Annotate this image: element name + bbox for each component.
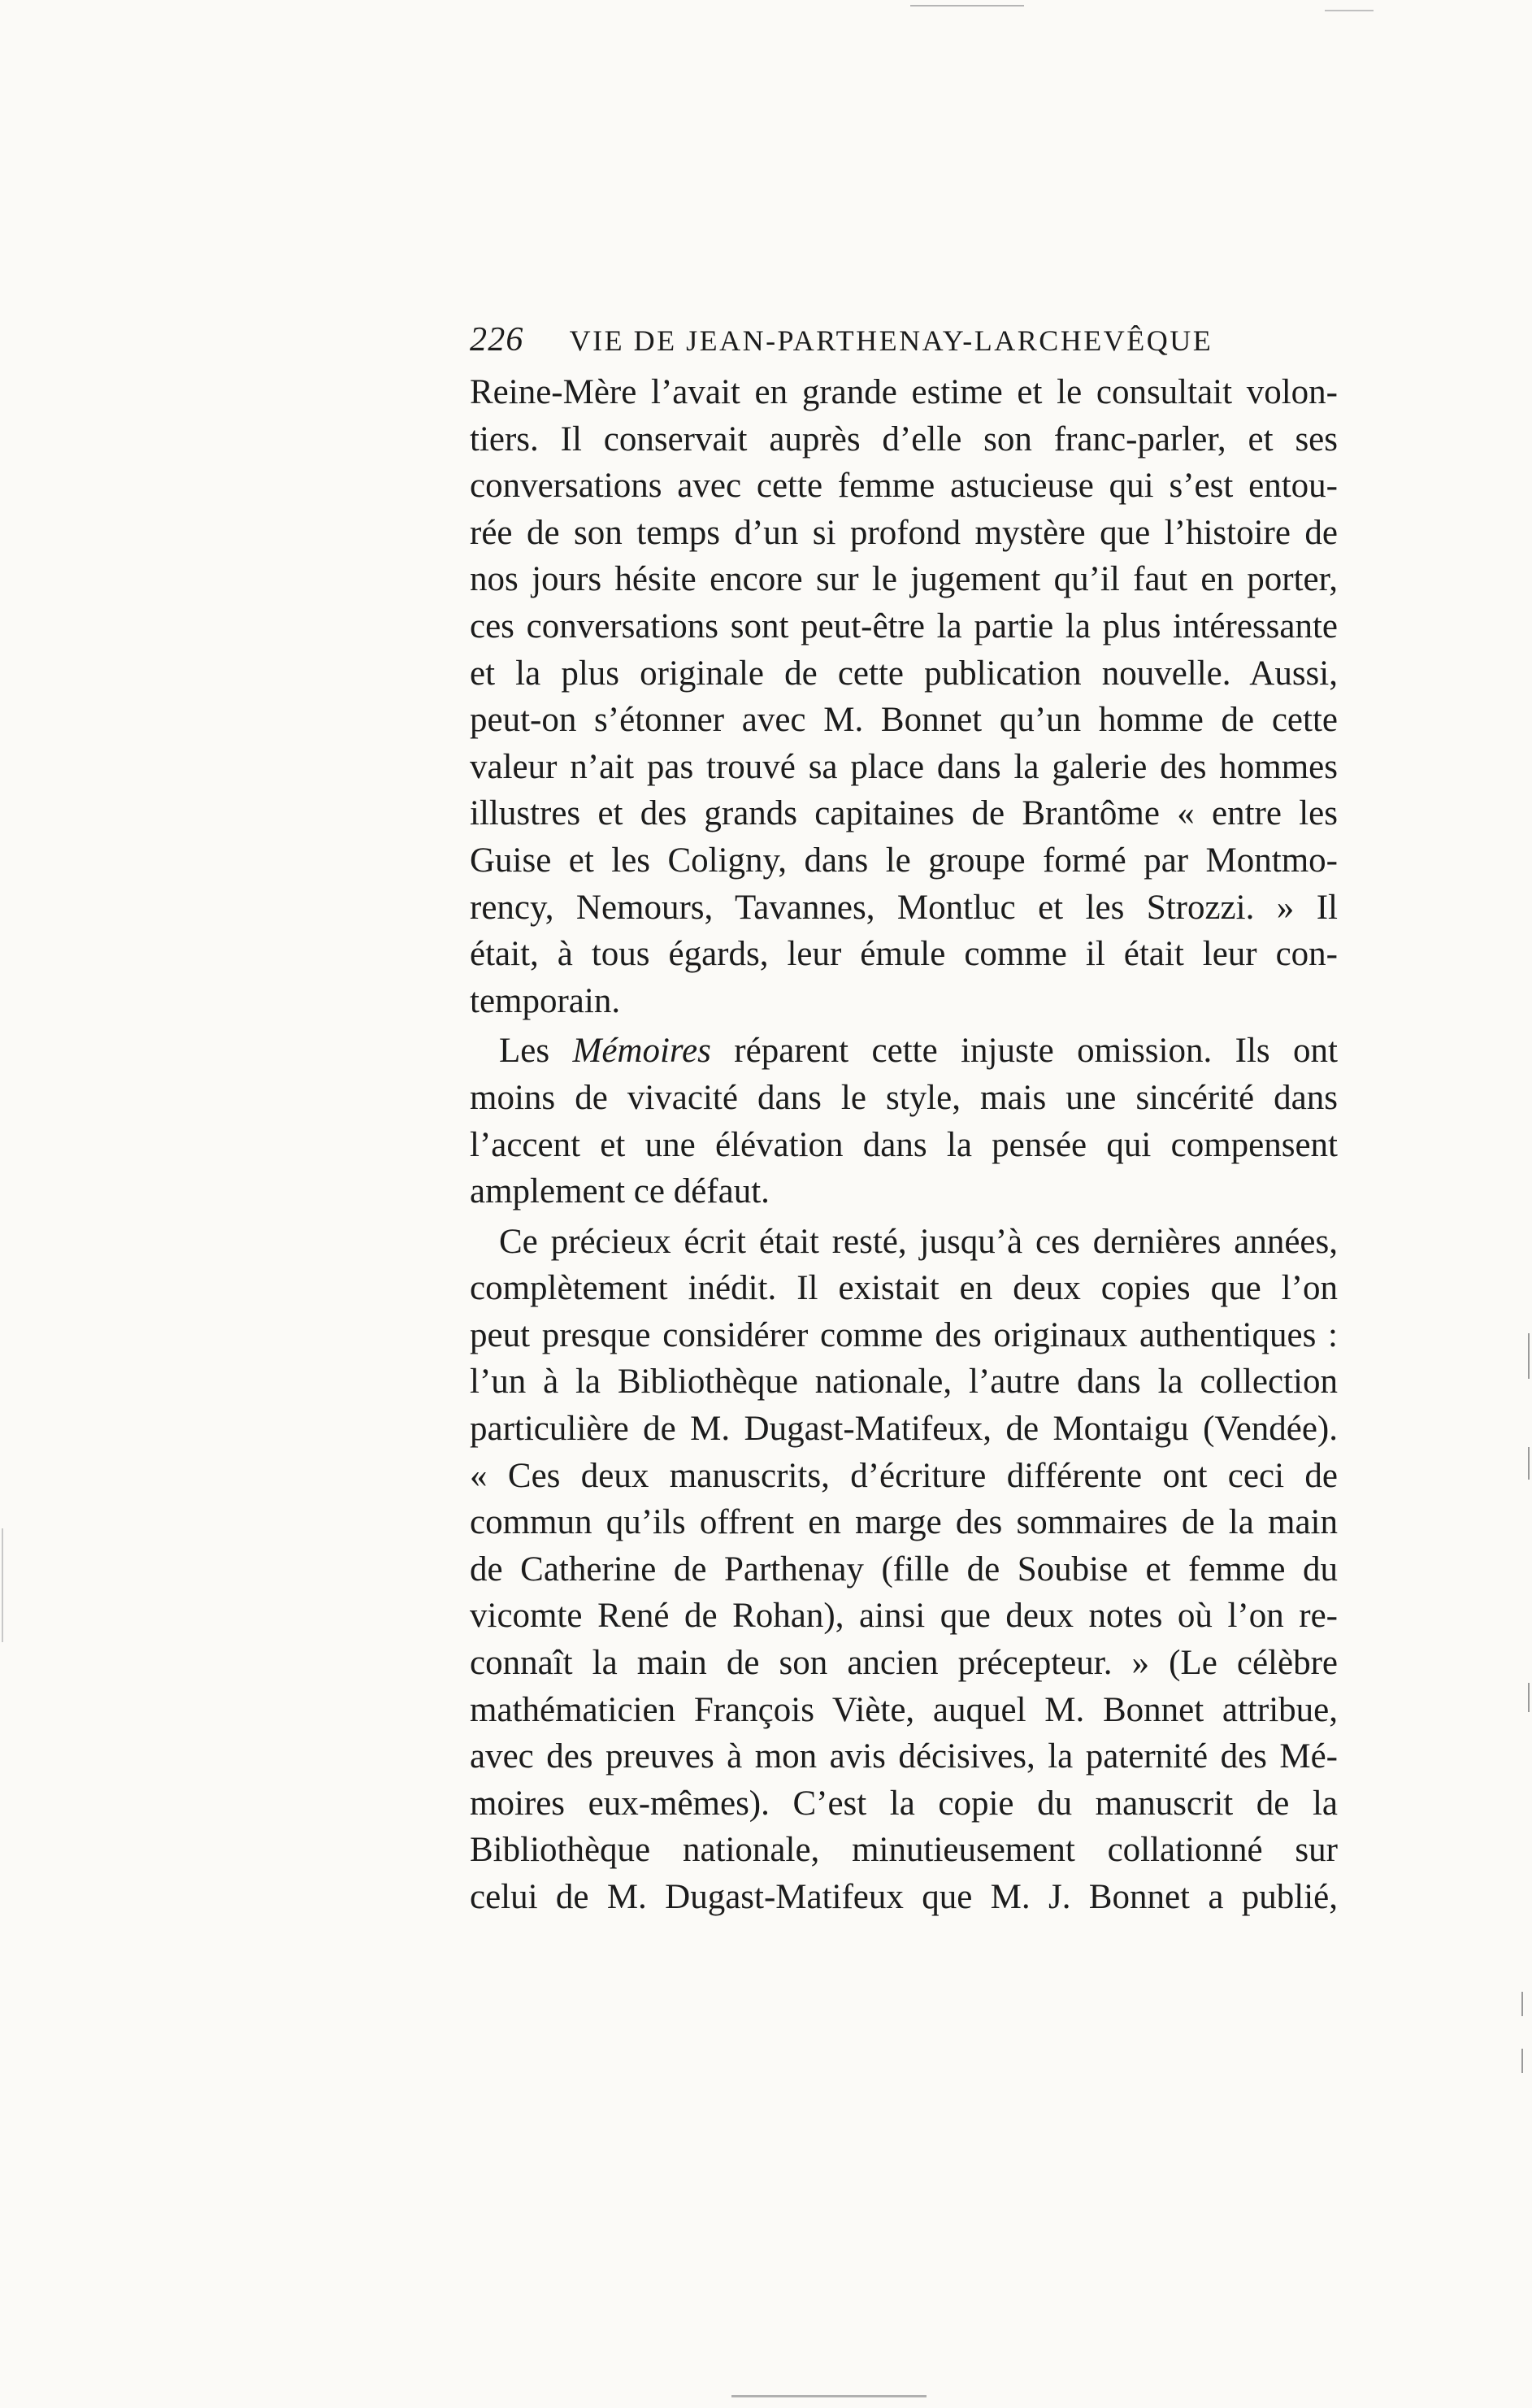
scan-artifact-right-5 <box>1521 2049 1523 2073</box>
running-head <box>470 315 1338 364</box>
text-line: mathématicien François Viète, auquel M. Bonnet attribue, <box>470 1690 1338 1729</box>
text-line: particulière de M. Dugast-Matifeux, de Montaigu (Vendée). <box>470 1410 1338 1449</box>
text-line: avec des preuves à mon avis décisives, la paternité des Mé- <box>470 1737 1338 1776</box>
text-line: moires eux-mêmes). C’est la copie du manuscrit de la <box>470 1784 1338 1823</box>
text-line: connaît la main de son ancien précepteur. » (Le célèbre <box>470 1644 1338 1683</box>
scan-artifact-left <box>2 1528 3 1642</box>
text-line: Guise et les Coligny, dans le groupe formé par Montmo- <box>470 841 1338 880</box>
text-line: vicomte René de Rohan), ainsi que deux notes où l’on re- <box>470 1597 1338 1636</box>
text-line: peut presque considérer comme des originaux authentiques : <box>470 1315 1338 1354</box>
text-line: Reine-Mère l’avait en grande estime et le consultait volon- <box>470 373 1338 411</box>
text-line: ces conversations sont peut-être la partie la plus intéressante <box>470 606 1338 645</box>
text-line: nos jours hésite encore sur le jugement qu’il faut en porter, <box>470 560 1338 599</box>
text-line: était, à tous égards, leur émule comme il était leur con- <box>470 935 1338 974</box>
text-line: « Ces deux manuscrits, d’écriture différente ont ceci de <box>470 1456 1338 1495</box>
italic-title: Mémoires <box>572 1032 711 1071</box>
text-line: peut-on s’étonner avec M. Bonnet qu’un homme de cette <box>470 701 1338 740</box>
scan-artifact-right-4 <box>1521 1992 1523 2016</box>
text-line: conversations avec cette femme astucieuse qui s’est entou- <box>470 467 1338 506</box>
text-line: Bibliothèque nationale, minutieusement collationné sur <box>470 1831 1338 1870</box>
text-line: celui de M. Dugast-Matifeux que M. J. Bonnet a publié, <box>470 1878 1338 1916</box>
text-line: Ce précieux écrit était resté, jusqu’à ces dernières années, <box>499 1222 1338 1261</box>
text-line: commun qu’ils offrent en marge des sommaires de la main <box>470 1503 1338 1542</box>
text-line: amplement ce défaut. <box>470 1172 770 1211</box>
scan-artifact-top-right <box>1325 10 1374 11</box>
paragraph <box>470 1028 1338 1215</box>
body-text <box>470 369 1338 1921</box>
scan-artifact-top <box>910 5 1024 7</box>
text-line: illustres et des grands capitaines de Brantôme « entre les <box>470 794 1338 833</box>
scan-artifact-right-2 <box>1528 1447 1530 1480</box>
paragraph <box>470 1219 1338 1921</box>
text-line: temporain. <box>470 981 621 1020</box>
text-line: tiers. Il conservait auprès d’elle son franc-parler, et ses <box>470 419 1338 459</box>
text-line: l’accent et une élévation dans la pensée qui compensent <box>470 1125 1338 1164</box>
text-line: complètement inédit. Il existait en deux copies que l’on <box>470 1269 1338 1308</box>
scan-artifact-right-3 <box>1528 1683 1530 1712</box>
text-line <box>470 1028 1338 1075</box>
text-line: rency, Nemours, Tavannes, Montluc et les Strozzi. » Il <box>470 888 1338 927</box>
text-line: l’un à la Bibliothèque nationale, l’autre dans la collection <box>470 1363 1338 1402</box>
text-line: de Catherine de Parthenay (fille de Soubise et femme du <box>470 1550 1338 1589</box>
scan-artifact-right-1 <box>1528 1333 1530 1379</box>
text-line: rée de son temps d’un si profond mystère que l’histoire de <box>470 513 1338 552</box>
text-run: réparent cette injuste omission. Ils ont <box>710 1032 1338 1071</box>
paragraph <box>470 369 1338 1024</box>
scan-artifact-bottom <box>731 2395 927 2397</box>
text-line: valeur n’ait pas trouvé sa place dans la galerie des hommes <box>470 747 1338 786</box>
text-line: moins de vivacité dans le style, mais une sincérité dans <box>470 1078 1338 1117</box>
page-number: 226 <box>470 321 524 359</box>
text-run: Les <box>499 1032 573 1071</box>
running-title: VIE DE JEAN-PARTHENAY-LARCHEVÊQUE <box>569 324 1213 357</box>
text-line: et la plus originale de cette publication nouvelle. Aussi, <box>470 654 1338 693</box>
